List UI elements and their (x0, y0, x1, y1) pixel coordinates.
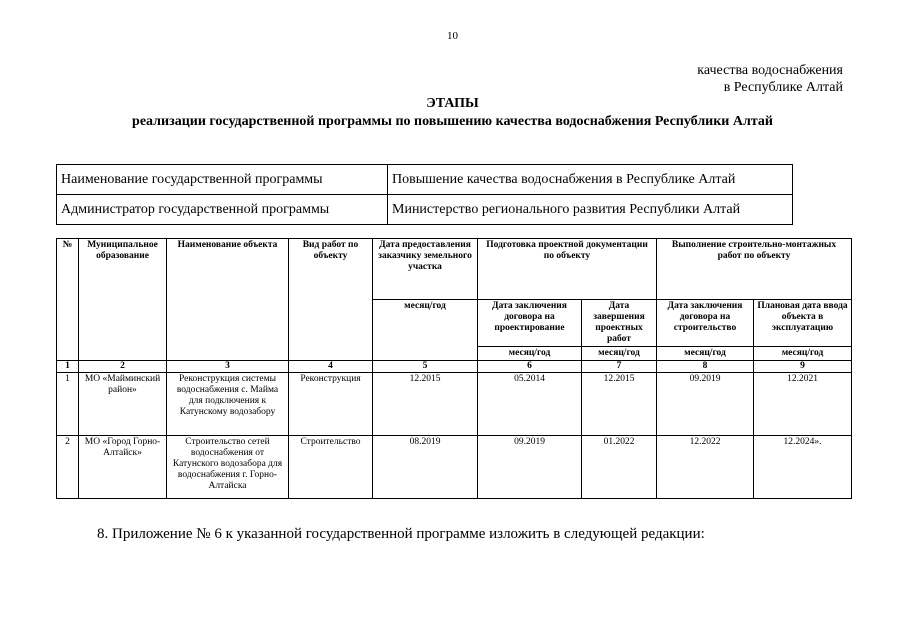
info-value: Повышение качества водоснабжения в Республике Алтай (388, 165, 793, 195)
row-work-type: Реконструкция (289, 373, 373, 436)
row-design-end-date: 12.2015 (582, 373, 657, 436)
row-object-name: Строительство сетей водоснабжения от Катунского водозабора для водоснабжения г. Горно-Алтайска (167, 436, 289, 499)
page-number: 10 (447, 30, 458, 42)
row-no: 2 (57, 436, 79, 499)
header-design-contract-date: Дата заключения договора на проектирование (478, 300, 582, 347)
header-municipality: Муниципальное образование (79, 239, 167, 361)
header-unit: месяц/год (657, 347, 754, 361)
column-number: 5 (373, 361, 478, 373)
header-work-type: Вид работ по объекту (289, 239, 373, 361)
row-commissioning-date: 12.2021 (754, 373, 852, 436)
row-construction-contract-date: 09.2019 (657, 373, 754, 436)
info-row-admin (57, 195, 793, 225)
info-label: Наименование государственной программы (57, 165, 388, 195)
stages-table (56, 238, 852, 499)
header-design-end-date: Дата завершения проектных работ (582, 300, 657, 347)
header-commissioning-date: Плановая дата ввода объекта в эксплуатацию (754, 300, 852, 347)
row-design-contract-date: 09.2019 (478, 436, 582, 499)
table-row (57, 436, 852, 499)
row-commissioning-date: 12.2024». (754, 436, 852, 499)
header-land-date: Дата предоставления заказчику земельного участка (373, 239, 478, 300)
table-row (57, 373, 852, 436)
column-number-row (57, 361, 852, 373)
header-construction-group: Выполнение строительно-монтажных работ по объекту (657, 239, 852, 300)
header-right (697, 62, 843, 96)
column-number: 2 (79, 361, 167, 373)
header-construction-contract-date: Дата заключения договора на строительство (657, 300, 754, 347)
header-unit: месяц/год (373, 300, 478, 361)
header-unit: месяц/год (478, 347, 582, 361)
row-no: 1 (57, 373, 79, 436)
row-work-type: Строительство (289, 436, 373, 499)
info-label: Администратор государственной программы (57, 195, 388, 225)
row-land-date: 12.2015 (373, 373, 478, 436)
document-title: ЭТАПЫ (426, 96, 479, 111)
header-right-line-2: в Республике Алтай (723, 80, 843, 95)
row-construction-contract-date: 12.2022 (657, 436, 754, 499)
info-row-name (57, 165, 793, 195)
document-subtitle: реализации государственной программы по повышению качества водоснабжения Республики Алтай (132, 114, 773, 129)
header-right-line-1: качества водоснабжения (697, 63, 843, 78)
row-municipality: МО «Город Горно-Алтайск» (79, 436, 167, 499)
row-design-contract-date: 05.2014 (478, 373, 582, 436)
column-number: 1 (57, 361, 79, 373)
column-number: 3 (167, 361, 289, 373)
header-row-1 (57, 239, 852, 300)
footer-paragraph: 8. Приложение № 6 к указанной государственной программе изложить в следующей редакции: (97, 526, 705, 542)
header-no: № (57, 239, 79, 361)
info-value: Министерство регионального развития Республики Алтай (388, 195, 793, 225)
row-object-name: Реконструкция системы водоснабжения с. Майма для подключения к Катунскому водозабору (167, 373, 289, 436)
column-number: 6 (478, 361, 582, 373)
header-unit: месяц/год (582, 347, 657, 361)
header-unit: месяц/год (754, 347, 852, 361)
program-info-table (56, 164, 793, 225)
row-design-end-date: 01.2022 (582, 436, 657, 499)
row-municipality: МО «Майминский район» (79, 373, 167, 436)
row-land-date: 08.2019 (373, 436, 478, 499)
column-number: 4 (289, 361, 373, 373)
column-number: 8 (657, 361, 754, 373)
column-number: 9 (754, 361, 852, 373)
column-number: 7 (582, 361, 657, 373)
header-design-group: Подготовка проектной документации по объекту (478, 239, 657, 300)
header-object-name: Наименование объекта (167, 239, 289, 361)
